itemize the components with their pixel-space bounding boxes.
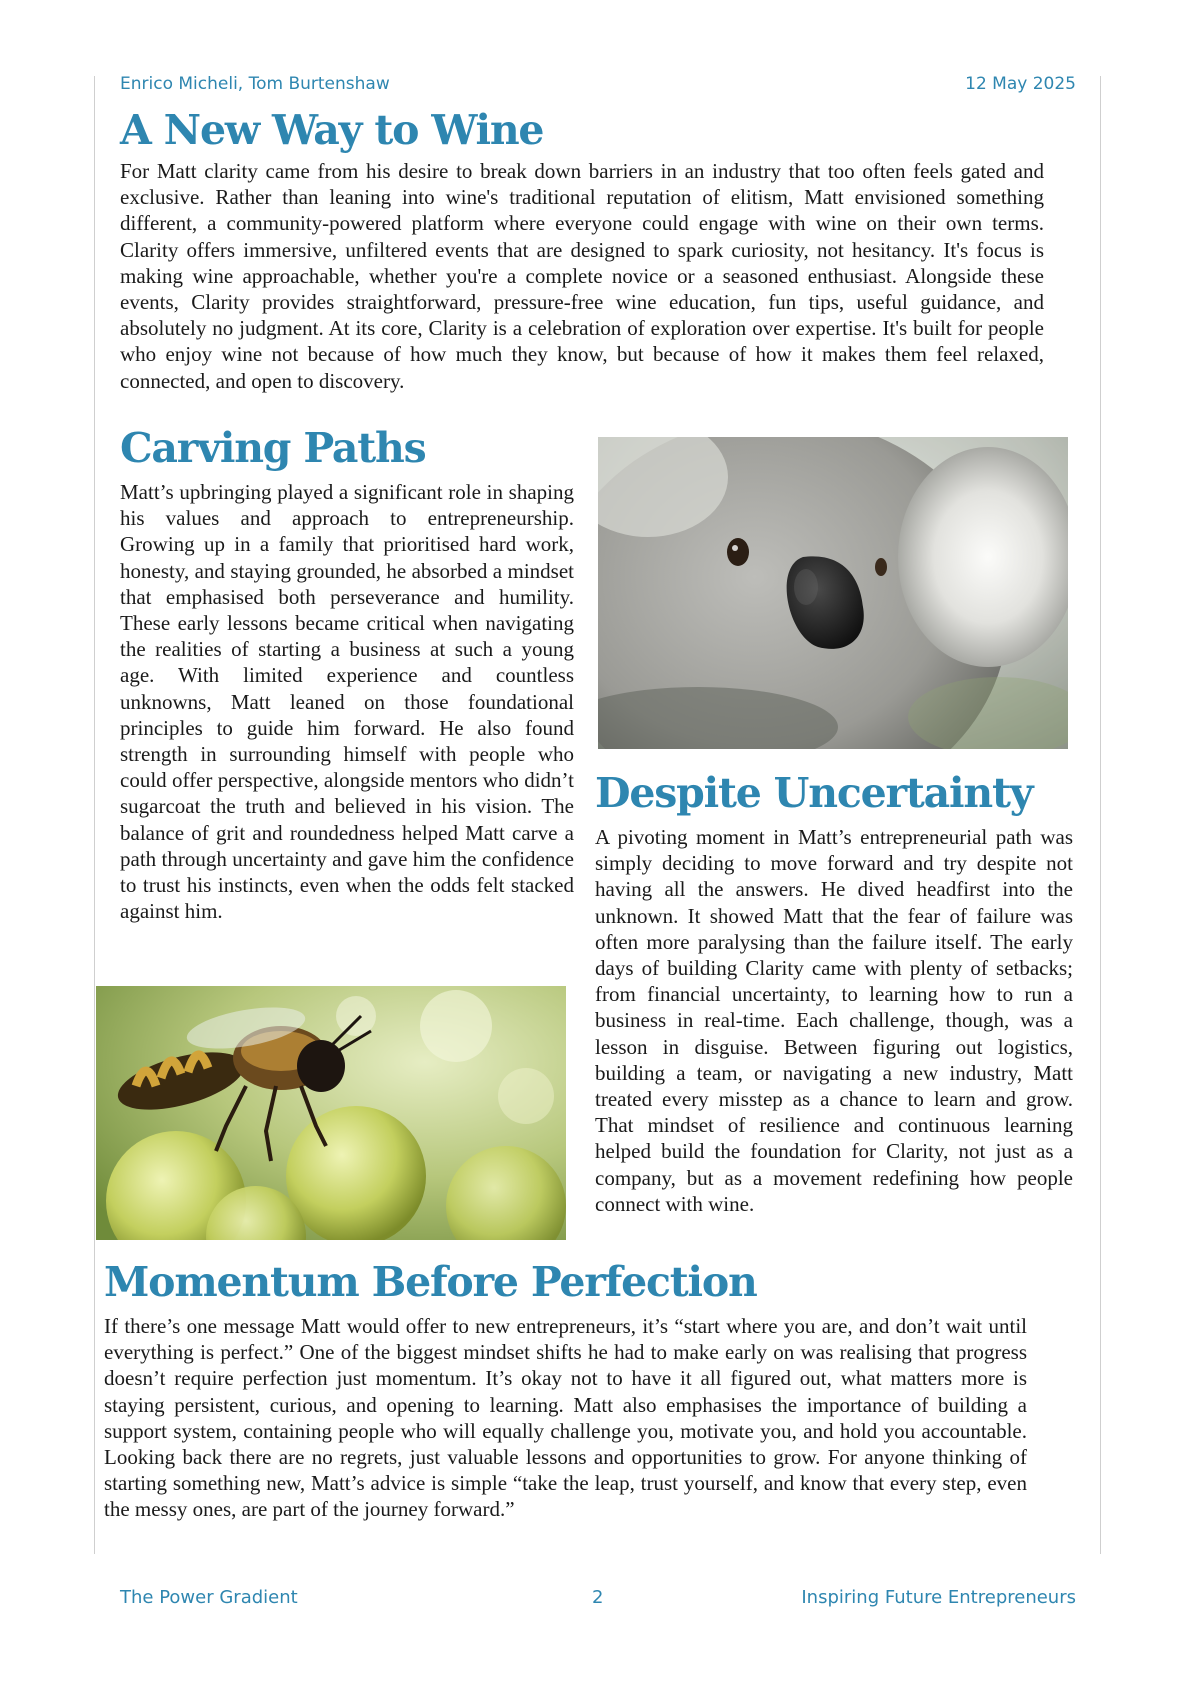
footer-publication: The Power Gradient xyxy=(120,1587,298,1608)
section-title-carving-paths: Carving Paths xyxy=(120,424,426,472)
section-body-despite-uncertainty: A pivoting moment in Matt’s entrepreneurial path was simply deciding to move forward and try despite not having all the answers. He dived headfirst into the unknown. It showed Matt that the fear of failure was often more paralysing than the failure itself. The early days of building Clarity came with plenty of setbacks; from financial uncertainty, to learning how to run a business in real-time. Each challenge, though, was a lesson in disguise. Between figuring out logistics, building a team, or navigating a new industry, Matt treated every misstep as a chance to learn and grow. That mindset of resilience and continuous learning helped build the foundation for Clarity, not just as a company, but as a movement redefining how people connect with wine. xyxy=(595,825,1073,1216)
bee-on-grapes-photo xyxy=(96,986,566,1240)
section-title-despite-uncertainty: Despite Uncertainty xyxy=(595,769,1033,817)
section-title-new-way: A New Way to Wine xyxy=(120,106,544,154)
koala-photo xyxy=(598,437,1068,749)
section-body-carving-paths: Matt’s upbringing played a significant role in shaping his values and approach to entrepreneurship. Growing up in a family that prioritised hard work, honesty, and staying grounded, he absorbed a mindset that emphasised both perseverance and humility. These early lessons became critical when navigating the realities of starting a business at such a young age. With limited experience and countless unknowns, Matt leaned on those foundational principles to guide him forward. He also found strength in surrounding himself with people who could offer perspective, alongside mentors who didn’t sugarcoat the truth and believed in his vision. The balance of grit and roundedness helped Matt carve a path through uncertainty and gave him the confidence to trust his instincts, even when the odds felt stacked against him. xyxy=(120,480,574,924)
section-title-momentum: Momentum Before Perfection xyxy=(104,1258,757,1306)
section-body-momentum: If there’s one message Matt would offer to new entrepreneurs, it’s “start where you are, and don’t wait until everything is perfect.” One of the biggest mindset shifts he had to make early on was realising that progress doesn’t require perfection just momentum. It’s okay not to have it all figured out, what matters more is staying persistent, curious, and opening to learning. Matt also emphasises the importance of building a support system, containing people who will equally challenge you, motivate you, and hold you accountable. Looking back there are no regrets, just valuable lessons and opportunities to grow. For anyone thinking of starting something new, Matt’s advice is simple “take the leap, trust yourself, and know that every step, even the messy ones, are part of the journey forward.” xyxy=(104,1314,1027,1522)
right-margin-rule xyxy=(1100,76,1101,1554)
page-number: 2 xyxy=(592,1587,604,1608)
publish-date: 12 May 2025 xyxy=(965,74,1076,94)
left-margin-rule xyxy=(94,76,95,1554)
authors: Enrico Micheli, Tom Burtenshaw xyxy=(120,74,390,94)
footer-tagline: Inspiring Future Entrepreneurs xyxy=(801,1587,1076,1608)
section-body-new-way: For Matt clarity came from his desire to break down barriers in an industry that too often feels gated and exclusive. Rather than leaning into wine's traditional reputation of elitism, Matt envisioned something different, a community-powered platform where everyone could engage with wine on their own terms. Clarity offers immersive, unfiltered events that are designed to spark curiosity, not hesitancy. It's focus is making wine approachable, whether you're a complete novice or a seasoned enthusiast. Alongside these events, Clarity provides straightforward, pressure-free wine education, fun tips, useful guidance, and absolutely no judgment. At its core, Clarity is a celebration of exploration over expertise. It's built for people who enjoy wine not because of how much they know, but because of how it makes them feel relaxed, connected, and open to discovery. xyxy=(120,159,1044,393)
